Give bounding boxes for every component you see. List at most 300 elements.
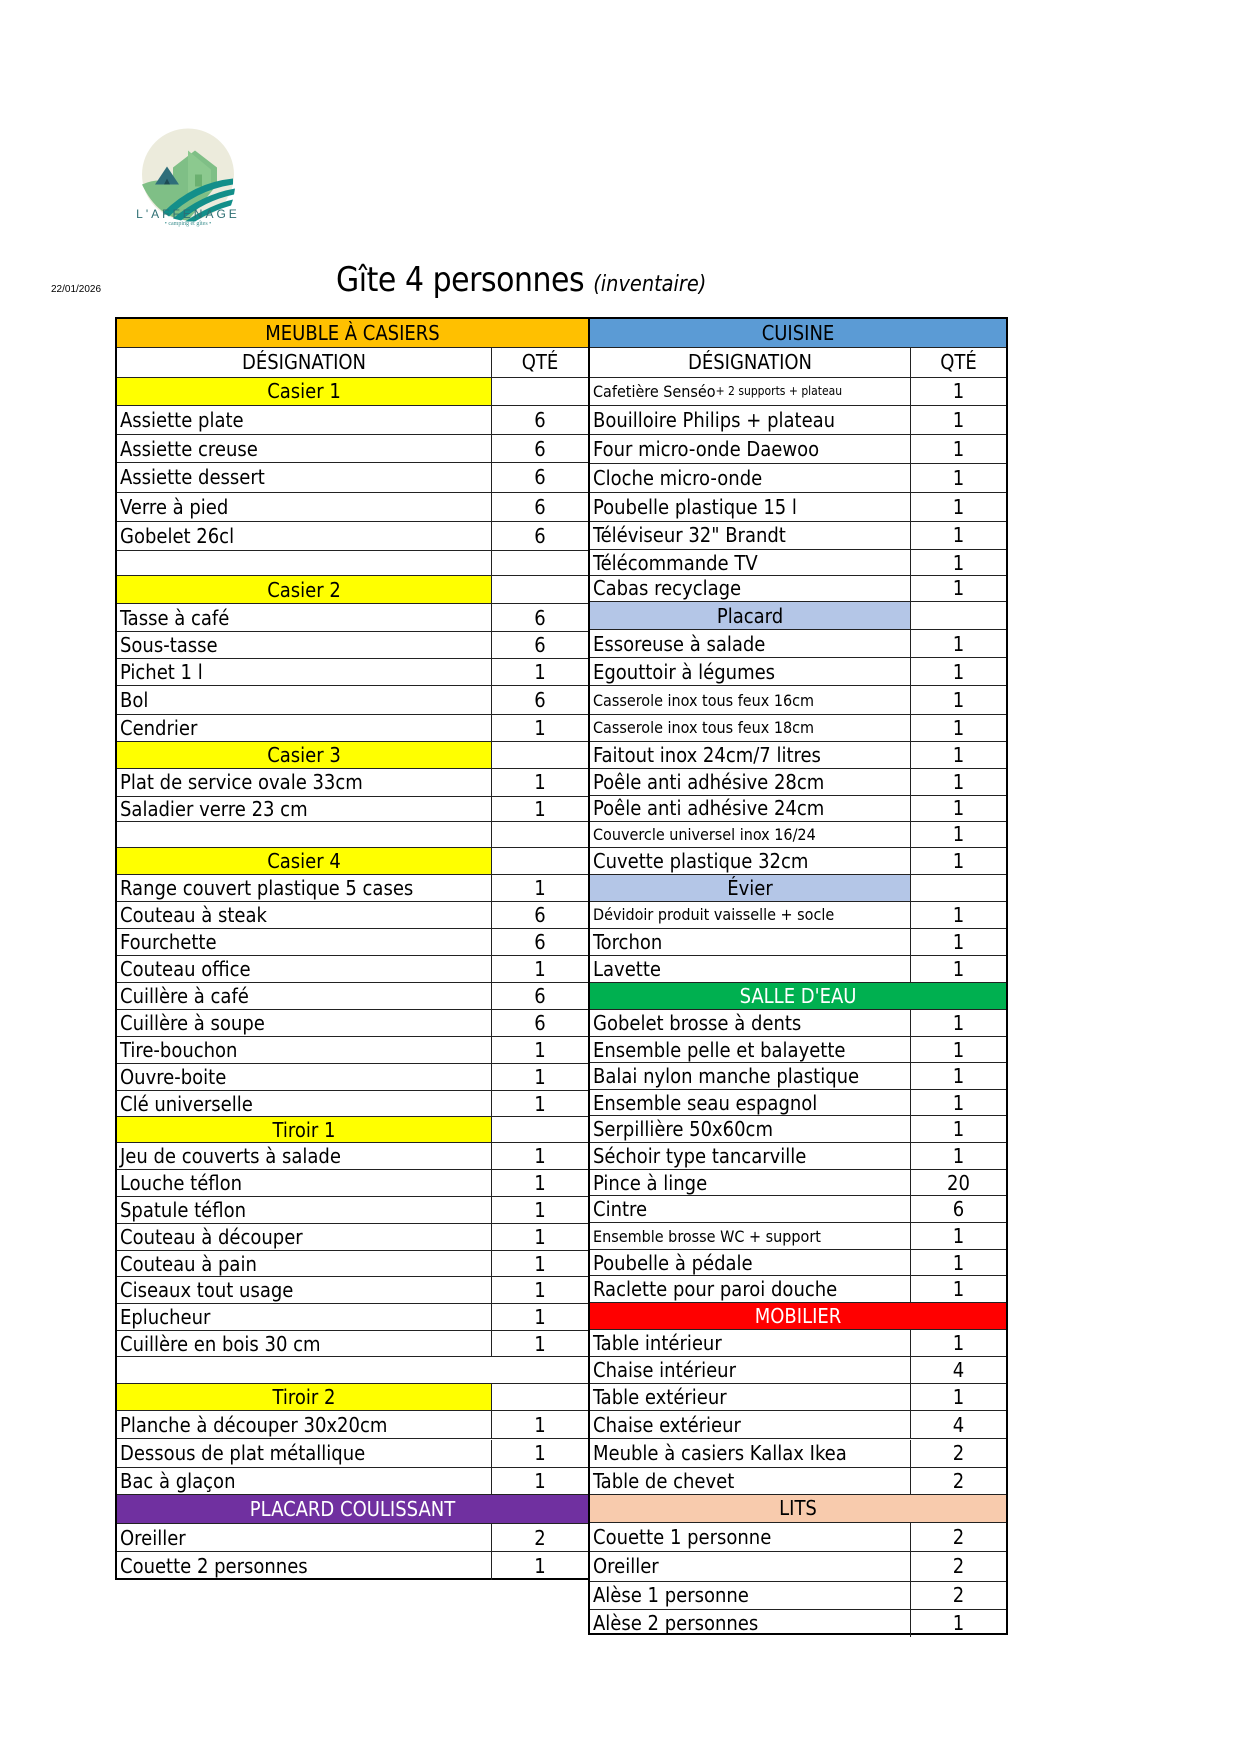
qty-cell: 1	[491, 1197, 588, 1223]
item-label: Cuvette plastique 32cm	[593, 848, 809, 873]
item-label: Four micro-onde Daewoo	[593, 437, 820, 462]
item-label: Séchoir type tancarville	[593, 1144, 807, 1169]
table-row	[590, 319, 1006, 348]
logo-subtitle: • camping et gîtes •	[164, 221, 212, 227]
qty-cell: 1	[910, 1143, 1006, 1169]
section-label: Casier 1	[117, 378, 491, 405]
item-label: Faitout inox 24cm/7 litres	[593, 742, 821, 767]
item-label: Couteau à steak	[120, 902, 267, 927]
qty-cell: 1	[910, 686, 1006, 713]
designation-cell	[590, 1010, 910, 1036]
qty-cell: 6	[491, 1010, 588, 1036]
designation-cell	[590, 630, 910, 657]
designation-cell	[117, 463, 491, 491]
designation-header: DÉSIGNATION	[241, 350, 366, 375]
qty-cell: 1	[491, 1440, 588, 1467]
table-row	[117, 1010, 588, 1037]
table-row	[590, 1610, 1006, 1637]
designation-cell	[117, 1010, 491, 1036]
item-label: Louche téflon	[120, 1171, 243, 1196]
qty-cell: 1	[910, 378, 1006, 405]
item-label-suffix: + 2 supports + plateau	[715, 384, 843, 399]
qty-cell: 6	[491, 983, 588, 1009]
table-row	[117, 1143, 588, 1170]
qty-cell: 2	[910, 1523, 1006, 1551]
table-row	[117, 1064, 588, 1091]
designation-cell	[590, 715, 910, 741]
item-label: Meuble à casiers Kallax Ikea	[593, 1441, 847, 1466]
item-label: Chaise extérieur	[593, 1412, 741, 1437]
table-row	[590, 1143, 1006, 1170]
item-label: Assiette creuse	[120, 436, 258, 461]
qty-cell	[491, 1384, 588, 1410]
qty-cell: 6	[491, 902, 588, 928]
designation-cell	[590, 1170, 910, 1195]
table-row	[590, 576, 1006, 602]
category-row	[590, 983, 1006, 1010]
item-label: Lavette	[593, 956, 661, 981]
table-row	[590, 929, 1006, 956]
category-row	[590, 1303, 1006, 1330]
table-row	[117, 956, 588, 983]
designation-cell	[590, 435, 910, 463]
qty-cell: 1	[910, 715, 1006, 741]
designation-header: DÉSIGNATION	[687, 350, 812, 375]
item-label: Ouvre-boite	[120, 1065, 227, 1090]
meuble-a-casiers-table	[115, 317, 590, 1580]
qty-cell	[491, 576, 588, 603]
cuisine-table	[588, 317, 1008, 1635]
table-row	[590, 956, 1006, 983]
table-row	[590, 1468, 1006, 1495]
table-row	[117, 797, 588, 822]
designation-cell	[590, 522, 910, 549]
item-label: Ciseaux tout usage	[120, 1278, 294, 1303]
item-label: Poêle anti adhésive 28cm	[593, 769, 825, 794]
qty-cell: 1	[910, 902, 1006, 928]
qty-cell: 1	[910, 435, 1006, 463]
table-row	[590, 1037, 1006, 1063]
qty-cell: 1	[910, 929, 1006, 955]
designation-cell	[590, 1610, 910, 1637]
designation-cell	[590, 576, 910, 601]
table-row	[590, 1330, 1006, 1357]
qty-header: QTÉ	[491, 348, 588, 376]
table-row	[117, 632, 588, 659]
item-label: Bouilloire Philips + plateau	[593, 407, 836, 432]
designation-cell	[117, 875, 491, 901]
item-label: Alèse 1 personne	[593, 1583, 749, 1608]
designation-cell	[117, 493, 491, 521]
category-label: PLACARD COULISSANT	[249, 1496, 456, 1521]
item-label: Sous-tasse	[120, 633, 218, 658]
designation-cell	[590, 956, 910, 982]
designation-cell	[117, 406, 491, 434]
qty-cell: 1	[910, 1384, 1006, 1410]
item-label: Gobelet brosse à dents	[593, 1011, 802, 1036]
table-row	[117, 983, 588, 1010]
qty-cell: 20	[910, 1170, 1006, 1195]
qty-cell: 1	[910, 522, 1006, 549]
designation-cell	[117, 551, 491, 575]
designation-cell	[590, 848, 910, 874]
designation-cell	[117, 902, 491, 928]
title-text: Gîte 4 personnes	[336, 260, 585, 300]
table-row	[590, 630, 1006, 658]
table-row	[117, 493, 588, 522]
qty-cell: 2	[910, 1582, 1006, 1609]
item-label: Oreiller	[120, 1525, 186, 1550]
designation-cell	[117, 1091, 491, 1116]
qty-cell: 1	[491, 1170, 588, 1196]
item-label: Raclette pour paroi douche	[593, 1277, 838, 1302]
table-row	[117, 1552, 588, 1580]
designation-cell	[590, 1116, 910, 1142]
designation-cell	[117, 1037, 491, 1063]
item-label: Cabas recyclage	[593, 576, 742, 601]
item-label: Serpillière 50x60cm	[593, 1116, 773, 1141]
section-label: Évier	[590, 875, 910, 901]
item-label: Bol	[120, 688, 149, 713]
qty-cell: 2	[910, 1552, 1006, 1580]
section-label: Tiroir 1	[117, 1117, 491, 1142]
designation-cell	[590, 1037, 910, 1062]
designation-cell	[117, 822, 491, 847]
section-label: Casier 3	[117, 742, 491, 768]
table-row	[590, 1196, 1006, 1223]
qty-cell	[910, 875, 1006, 901]
table-row	[117, 348, 588, 377]
qty-cell: 1	[491, 1468, 588, 1494]
qty-cell: 1	[910, 1010, 1006, 1036]
qty-cell: 6	[910, 1196, 1006, 1222]
item-label: Oreiller	[593, 1554, 659, 1579]
item-label: Dessous de plat métallique	[120, 1441, 366, 1466]
section-label: Casier 4	[117, 848, 491, 874]
qty-cell: 1	[491, 1037, 588, 1063]
designation-cell	[590, 929, 910, 955]
section-row	[117, 1384, 588, 1411]
table-row	[117, 1304, 588, 1331]
item-label: Poêle anti adhésive 24cm	[593, 796, 825, 821]
designation-cell	[590, 658, 910, 685]
item-label: Couette 1 personne	[593, 1525, 772, 1550]
designation-cell	[117, 983, 491, 1009]
table-row	[590, 1090, 1006, 1116]
qty-cell: 6	[491, 463, 588, 491]
designation-cell	[590, 1223, 910, 1249]
section-row	[117, 378, 588, 406]
qty-cell: 1	[910, 796, 1006, 821]
qty-cell: 1	[910, 956, 1006, 982]
table-row	[117, 463, 588, 492]
table-row	[117, 1357, 588, 1384]
item-label: Plat de service ovale 33cm	[120, 770, 363, 795]
item-label: Télécommande TV	[593, 550, 758, 575]
designation-cell	[590, 822, 910, 847]
table-row	[590, 1223, 1006, 1250]
designation-cell	[590, 1411, 910, 1438]
designation-cell	[117, 1251, 491, 1276]
qty-cell: 1	[491, 1064, 588, 1090]
item-label: Egouttoir à légumes	[593, 659, 776, 684]
table-row	[590, 796, 1006, 822]
table-row	[117, 604, 588, 632]
table-row	[117, 929, 588, 956]
designation-cell	[117, 1224, 491, 1250]
table-row	[590, 822, 1006, 848]
item-label: Gobelet 26cl	[120, 524, 235, 549]
qty-cell: 6	[491, 632, 588, 658]
item-label: Cafetière Senséo	[593, 381, 716, 401]
designation-cell	[590, 550, 910, 575]
qty-cell: 1	[910, 1330, 1006, 1356]
qty-cell: 1	[910, 658, 1006, 685]
designation-cell	[117, 604, 491, 631]
table-row	[590, 406, 1006, 435]
item-label: Couteau à découper	[120, 1225, 303, 1250]
designation-cell	[117, 1277, 491, 1303]
table-row	[590, 1250, 1006, 1276]
item-label: Tire-bouchon	[120, 1038, 238, 1063]
designation-cell	[590, 686, 910, 713]
table-row	[590, 464, 1006, 492]
table-title: MEUBLE À CASIERS	[265, 321, 440, 346]
item-label: Cloche micro-onde	[593, 465, 763, 490]
table-row	[590, 1276, 1006, 1303]
designation-cell	[117, 1331, 491, 1356]
item-label: Téléviseur 32" Brandt	[593, 523, 786, 548]
qty-cell: 6	[491, 493, 588, 521]
designation-cell	[590, 1357, 910, 1383]
qty-cell: 1	[491, 956, 588, 982]
designation-cell	[117, 1524, 491, 1551]
qty-cell	[910, 602, 1006, 629]
section-row	[117, 576, 588, 604]
table-row	[590, 522, 1006, 550]
item-label: Alèse 2 personnes	[593, 1611, 759, 1636]
designation-cell	[117, 1170, 491, 1196]
designation-cell	[590, 1090, 910, 1115]
title-note: (inventaire)	[593, 272, 707, 297]
table-row	[117, 769, 588, 797]
item-label: Couette 2 personnes	[120, 1554, 308, 1579]
table-row	[117, 1411, 588, 1439]
qty-cell: 1	[491, 797, 588, 821]
qty-cell: 1	[910, 769, 1006, 795]
table-row	[590, 742, 1006, 769]
qty-cell: 6	[491, 686, 588, 713]
item-label: Cendrier	[120, 715, 198, 740]
table-row	[590, 769, 1006, 796]
table-row	[590, 1523, 1006, 1552]
designation-cell	[590, 1063, 910, 1089]
item-label: Table de chevet	[593, 1468, 735, 1493]
item-label: Balai nylon manche plastique	[593, 1064, 860, 1089]
table-row	[117, 1170, 588, 1197]
designation-cell	[590, 406, 910, 434]
blank-cell	[117, 1357, 588, 1383]
designation-cell	[117, 769, 491, 796]
item-label: Couteau à pain	[120, 1251, 257, 1276]
table-row	[590, 348, 1006, 377]
designation-cell	[117, 1064, 491, 1090]
table-row	[117, 1440, 588, 1468]
qty-cell: 2	[910, 1440, 1006, 1467]
section-row	[590, 875, 1006, 902]
qty-cell: 1	[491, 1277, 588, 1303]
qty-cell: 6	[491, 406, 588, 434]
qty-header: QTÉ	[910, 348, 1006, 376]
item-label: Clé universelle	[120, 1091, 253, 1116]
qty-cell: 1	[910, 822, 1006, 847]
qty-cell: 1	[491, 1304, 588, 1330]
item-label: Cuillère à café	[120, 983, 249, 1008]
table-row	[590, 1357, 1006, 1384]
table-row	[590, 378, 1006, 406]
qty-cell: 4	[910, 1411, 1006, 1438]
category-label: LITS	[779, 1496, 817, 1521]
section-row	[590, 602, 1006, 630]
item-label: Assiette dessert	[120, 465, 265, 490]
table-row	[590, 902, 1006, 929]
designation-cell	[117, 715, 491, 741]
section-row	[117, 848, 588, 875]
qty-cell	[491, 822, 588, 847]
designation-cell	[590, 1384, 910, 1410]
designation-cell	[117, 632, 491, 658]
designation-cell	[117, 1197, 491, 1223]
table-title: CUISINE	[761, 321, 835, 346]
qty-cell: 1	[910, 1610, 1006, 1637]
item-label: Bac à glaçon	[120, 1468, 236, 1493]
table-row	[590, 1552, 1006, 1581]
table-row	[117, 1091, 588, 1117]
table-row	[117, 406, 588, 435]
category-label: SALLE D'EAU	[739, 983, 857, 1008]
qty-cell: 6	[491, 604, 588, 631]
qty-cell: 1	[910, 406, 1006, 434]
table-row	[590, 435, 1006, 464]
table-row	[117, 686, 588, 714]
qty-cell: 1	[910, 1037, 1006, 1062]
category-row	[117, 1495, 588, 1524]
item-label: Casserole inox tous feux 18cm	[593, 718, 815, 738]
item-label: Ensemble brosse WC + support	[593, 1226, 821, 1246]
qty-cell: 1	[910, 550, 1006, 575]
table-row	[117, 1224, 588, 1251]
item-label: Torchon	[593, 929, 663, 954]
qty-cell: 6	[491, 929, 588, 955]
item-label: Ensemble seau espagnol	[593, 1090, 818, 1115]
designation-cell	[590, 1468, 910, 1494]
table-row	[117, 1197, 588, 1224]
designation-cell	[590, 796, 910, 821]
qty-cell: 1	[491, 1552, 588, 1580]
table-row	[117, 1277, 588, 1304]
table-row	[590, 1170, 1006, 1196]
item-label: Range couvert plastique 5 cases	[120, 875, 414, 900]
item-label: Assiette plate	[120, 407, 244, 432]
qty-cell: 1	[910, 576, 1006, 601]
designation-cell	[590, 1523, 910, 1551]
table-row	[117, 715, 588, 742]
qty-cell: 2	[491, 1524, 588, 1551]
designation-cell	[117, 686, 491, 713]
table-row	[590, 550, 1006, 576]
qty-cell: 1	[910, 1090, 1006, 1115]
qty-cell: 1	[491, 659, 588, 685]
designation-cell	[117, 522, 491, 550]
section-label: Tiroir 2	[117, 1384, 491, 1410]
designation-cell	[117, 929, 491, 955]
designation-cell	[117, 1143, 491, 1169]
qty-cell: 1	[910, 630, 1006, 657]
table-row	[117, 551, 588, 576]
designation-cell	[590, 464, 910, 491]
item-label: Table extérieur	[593, 1385, 727, 1410]
section-label: Placard	[590, 602, 910, 629]
qty-cell: 1	[491, 715, 588, 741]
designation-cell	[590, 1276, 910, 1302]
item-label: Poubelle à pédale	[593, 1250, 753, 1275]
item-label: Verre à pied	[120, 494, 229, 519]
qty-cell: 6	[491, 435, 588, 462]
table-row	[117, 522, 588, 551]
table-row	[117, 1251, 588, 1277]
designation-cell	[117, 435, 491, 462]
designation-cell	[590, 769, 910, 795]
designation-cell	[590, 1582, 910, 1609]
item-label: Pince à linge	[593, 1170, 708, 1195]
designation-cell	[117, 956, 491, 982]
designation-cell	[590, 1196, 910, 1222]
table-row	[117, 1468, 588, 1495]
item-label: Eplucheur	[120, 1305, 211, 1330]
designation-cell	[590, 902, 910, 928]
category-row	[590, 1495, 1006, 1523]
qty-cell: 1	[491, 1143, 588, 1169]
table-row	[117, 319, 588, 348]
qty-cell: 4	[910, 1357, 1006, 1383]
item-label: Couvercle universel inox 16/24	[593, 824, 816, 844]
qty-cell: 1	[491, 1411, 588, 1438]
item-label: Couteau office	[120, 956, 251, 981]
item-label: Essoreuse à salade	[593, 631, 766, 656]
designation-cell	[117, 1552, 491, 1580]
table-row	[117, 1331, 588, 1357]
designation-cell	[117, 1411, 491, 1438]
item-label: Planche à découper 30x20cm	[120, 1412, 388, 1437]
page-title	[336, 260, 706, 300]
item-label: Pichet 1 l	[120, 660, 203, 685]
item-label: Poubelle plastique 15 l	[593, 494, 797, 519]
document-date: 22/01/2026	[51, 284, 102, 295]
item-label: Saladier verre 23 cm	[120, 796, 308, 821]
qty-cell: 1	[910, 1223, 1006, 1249]
logo-name: L'AFFENAGE	[136, 207, 240, 221]
designation-cell	[117, 659, 491, 685]
table-row	[590, 686, 1006, 714]
item-label: Cintre	[593, 1197, 648, 1222]
qty-cell: 1	[910, 493, 1006, 521]
designation-cell	[117, 797, 491, 821]
designation-cell	[117, 1468, 491, 1494]
designation-cell	[590, 1330, 910, 1356]
qty-cell	[491, 1117, 588, 1142]
designation-cell	[590, 742, 910, 768]
table-row	[590, 1582, 1006, 1610]
